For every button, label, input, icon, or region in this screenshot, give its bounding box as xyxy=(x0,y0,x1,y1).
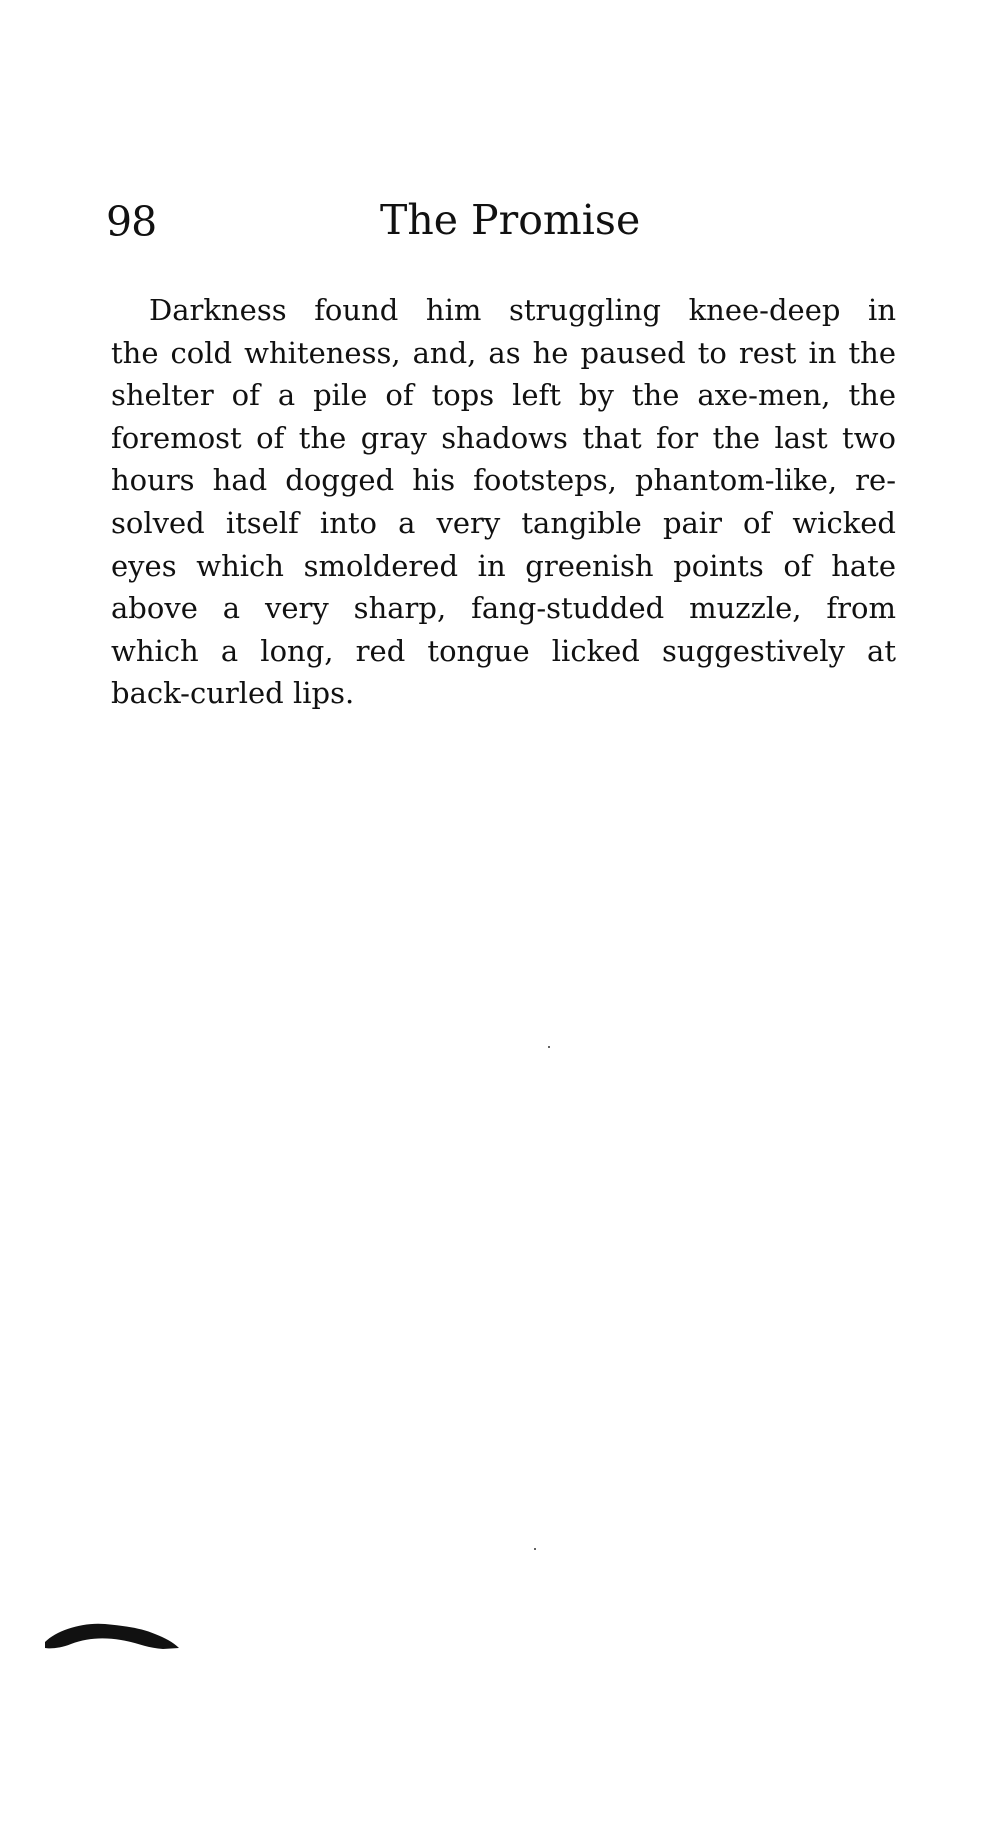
text-line: which a long, red tongue licked suggestively at xyxy=(111,633,896,668)
running-title: The Promise xyxy=(380,196,641,244)
text-line: solved itself into a very tangible pair of wicked xyxy=(111,505,896,540)
text-line: shelter of a pile of tops left by the axe-men, the xyxy=(111,378,896,413)
text-line: hours had dogged his footsteps, phantom-like, re- xyxy=(111,463,896,498)
scan-speck xyxy=(534,1548,536,1550)
text-line: Darkness found him struggling knee-deep in xyxy=(149,293,896,327)
text-line: eyes which smoldered in greenish points of hate xyxy=(111,548,896,583)
text-line: the cold whiteness, and, as he paused to rest in the xyxy=(111,335,896,370)
text-line: foremost of the gray shadows that for the last two xyxy=(111,420,896,455)
page-number: 98 xyxy=(106,198,157,246)
text-line: back-curled lips. xyxy=(111,676,355,711)
scan-speck xyxy=(548,1046,550,1048)
ink-smudge xyxy=(43,1608,181,1650)
body-paragraph xyxy=(111,289,896,715)
text-line: above a very sharp, fang-studded muzzle, from xyxy=(111,591,896,626)
